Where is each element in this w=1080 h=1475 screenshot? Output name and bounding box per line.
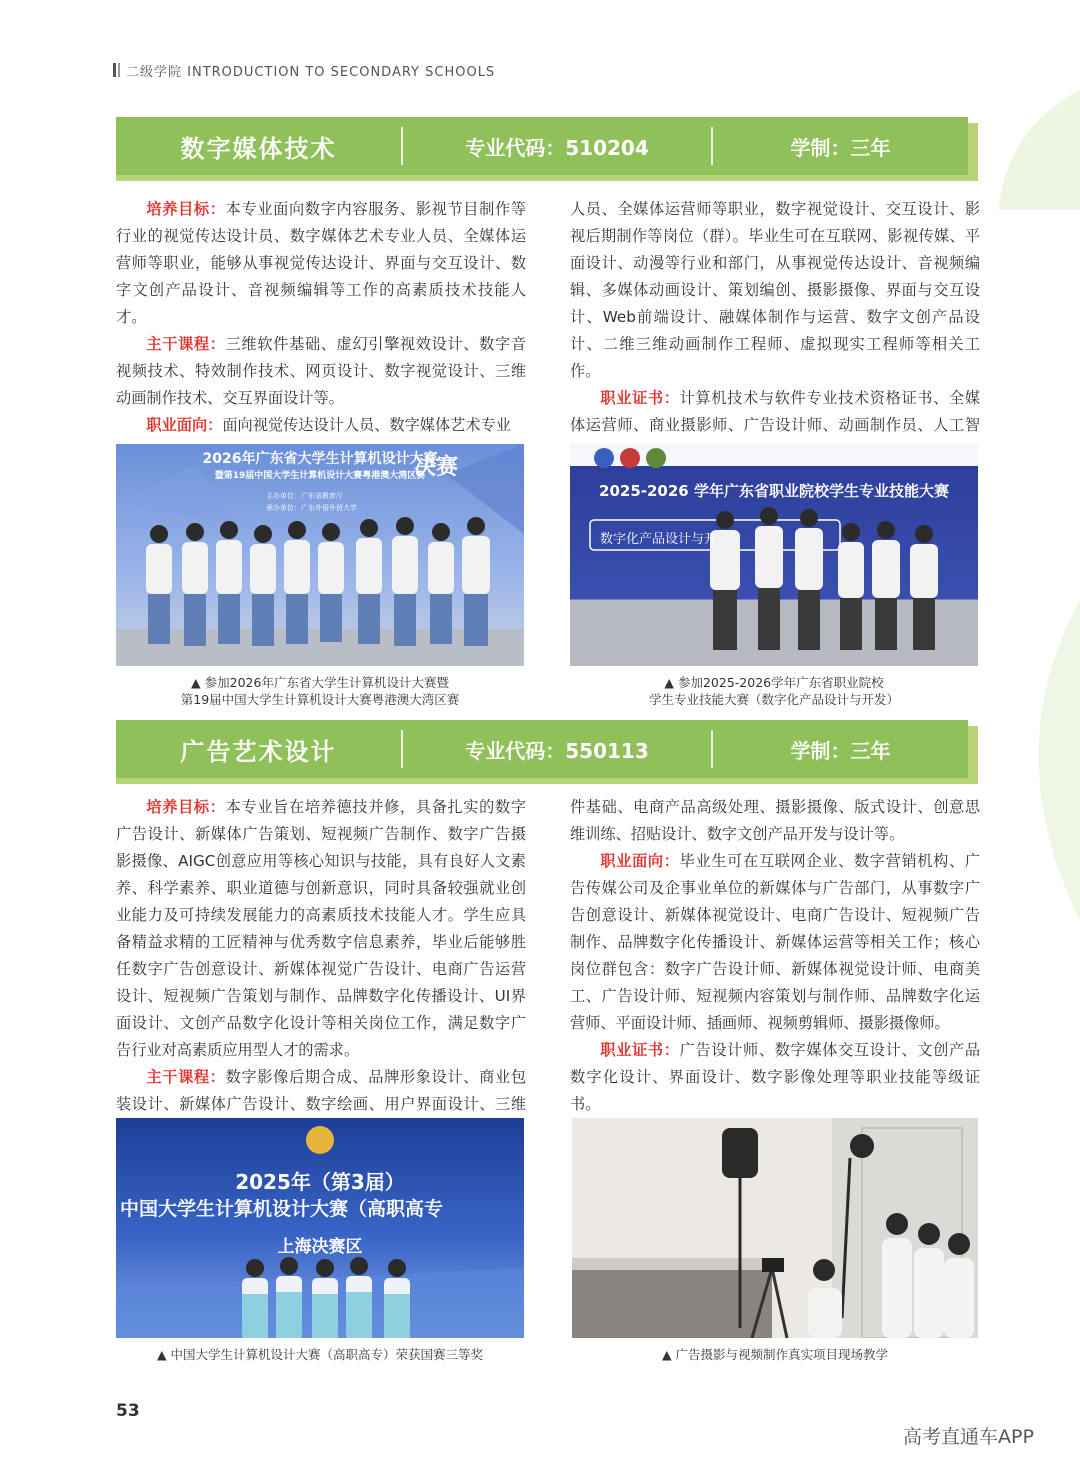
major1-right-column <box>570 196 980 466</box>
major-name: 数字媒体技术 <box>180 134 337 163</box>
photo-caption-3: ▲ 中国大学生计算机设计大赛（高职高专）荣获国赛三等奖 <box>156 1347 484 1362</box>
cert-paragraph <box>570 1037 980 1118</box>
goal-paragraph <box>116 196 526 331</box>
photo-caption-2: ▲ 参加2025-2026学年广东省职业院校 学生专业技能大赛（数字化产品设计与开发） <box>648 675 899 707</box>
course-paragraph <box>116 331 526 412</box>
goal-label: 培养目标： <box>146 200 226 218</box>
goal-paragraph <box>116 794 526 1064</box>
photo-banner-subtitle: 暨第19届中国大学生计算机设计大赛粤港澳大湾区赛 <box>214 471 426 481</box>
course-text: 三维软件基础、虚幻引擎视效设计、数字音视频技术、特效制作技术、网页设计、数字视觉设计、三维动画制作技术、交互界面设计等。 <box>116 335 527 407</box>
major-duration: 学制：三年 <box>790 135 891 160</box>
major2-right-column <box>570 794 980 1118</box>
photo-banner-subtitle: 数字化产品设计与开 <box>600 532 718 547</box>
photo-banner-subtitle: 中国大学生计算机设计大赛（高职高专 <box>120 1198 444 1220</box>
course-text: 数字影像后期合成、品牌形象设计、商业包装设计、新媒体广告设计、数字绘画、用户界面设计、三维 <box>116 1068 527 1113</box>
career-label: 职业面向： <box>600 852 680 870</box>
major-banner-digital-media <box>116 117 978 181</box>
career-continued: 人员、全媒体运营师等职业，数字视觉设计、交互设计、影视后期制作等岗位（群）。毕业生可在互联网、影视传媒、平面设计、动漫等行业和部门，从事视觉传达设计、音视频编辑、多媒体动画设计、策划编创、摄影摄像、界面与交互设计、Web前端设计、融媒体制作与运营、数字文创产品设计、二维三维动画制作工程师、虚拟现实工程师等相关工作。 <box>570 200 980 380</box>
major-banner-advertising-design <box>116 720 978 784</box>
header-title: 二级学院 INTRODUCTION TO SECONDARY SCHOOLS <box>126 64 496 80</box>
watermark: 高考直通车APP <box>903 1426 1034 1448</box>
page-number: 53 <box>116 1401 140 1421</box>
photo-banner-organizer: 主办单位：广东省教育厅 <box>266 492 343 500</box>
photo-caption-1: ▲ 参加2026年广东省大学生计算机设计大赛暨 第19届中国大学生计算机设计大赛粤港澳大湾区赛 <box>180 675 460 707</box>
goal-text: 本专业面向数字内容服务、影视节目制作等行业的视觉传达设计员、数字媒体艺术专业人员、全媒体运营师等职业，能够从事视觉传达设计、界面与交互设计、数字文创产品设计、音视频编辑等工作的高素质技术技能人才。 <box>116 200 527 326</box>
photo-banner-title: 2025-2026 学年广东省职业院校学生专业技能大赛 <box>599 482 949 500</box>
section-header <box>113 61 495 79</box>
major-name: 广告艺术设计 <box>180 737 337 766</box>
competition-photo-2 <box>570 444 978 666</box>
major2-left-column <box>116 794 526 1145</box>
course-label: 主干课程： <box>146 335 226 353</box>
teaching-photo-4 <box>572 1118 978 1338</box>
career-text: 毕业生可在互联网企业、数字营销机构、广告传媒公司及企事业单位的新媒体与广告部门，从事数字广告创意设计、新媒体视觉设计、电商广告设计、短视频广告制作、品牌数字化传播设计、新媒体运营等相关工作；核心岗位群包含：数字广告设计师、新媒体视觉设计师、电商美工、广告设计师、短视频内容策划与制作师、品牌数字化运营师、平面设计师、插画师、视频剪辑师、摄影摄像师。 <box>570 852 981 1032</box>
cert-label: 职业证书： <box>600 1041 680 1059</box>
course-label: 主干课程： <box>146 1068 226 1086</box>
goal-label: 培养目标： <box>146 798 226 816</box>
major-code: 专业代码：510204 <box>401 127 713 165</box>
competition-photo-3 <box>116 1118 524 1338</box>
photo-banner-host: 承办单位：广东外语外贸大学 <box>266 504 357 512</box>
header-bar-icon <box>113 63 120 77</box>
career-paragraph <box>570 848 980 1037</box>
cert-text: 广告设计师、数字媒体交互设计、文创产品数字化设计、界面设计、数字影像处理等职业技能等级证书。 <box>570 1041 981 1113</box>
career-paragraph <box>116 412 526 439</box>
photo-banner-title: 2025年（第3届） <box>235 1170 405 1194</box>
photo-banner-badge: 决赛 <box>414 455 459 480</box>
photo-banner-title: 2026年广东省大学生计算机设计大赛 <box>202 451 438 467</box>
career-label: 职业面向： <box>146 416 223 434</box>
major1-left-column <box>116 196 526 439</box>
competition-photo-1 <box>116 444 524 666</box>
course-continued: 件基础、电商产品高级处理、摄影摄像、版式设计、创意思维训练、招贴设计、数字文创产品开发与设计等。 <box>570 798 980 843</box>
major-code: 专业代码：550113 <box>401 730 713 768</box>
career-text: 面向视觉传达设计人员、数字媒体艺术专业 <box>222 416 511 434</box>
goal-text: 本专业旨在培养德技并修，具备扎实的数字广告设计、新媒体广告策划、短视频广告制作、数字广告摄影摄像、AIGC创意应用等核心知识与技能，具有良好人文素养、科学素养、职业道德与创新意识，同时具备较强就业创业能力及可持续发展能力的高素质技术技能人才。学生应具备精益求精的工匠精神与优秀数字信息素养，毕业后能够胜任数字广告创意设计、新媒体视觉广告设计、电商广告运营设计、短视频广告策划与制作、品牌数字化传播设计、UI界面设计、文创产品数字化设计等相关岗位工作，满足数字广告行业对高素质应用型人才的需求。 <box>116 798 527 1059</box>
photo-caption-4: ▲ 广告摄影与视频制作真实项目现场教学 <box>661 1347 889 1362</box>
leaf-decoration-right <box>990 600 1080 920</box>
major-duration: 学制：三年 <box>790 738 891 763</box>
cert-text: 计算机技术与软件专业技术资格证书、全媒体运营师、商业摄影师、广告设计师、动画制作员、人工智 <box>570 389 981 434</box>
photo-banner-region: 上海决赛区 <box>277 1237 363 1257</box>
cert-label: 职业证书： <box>600 389 680 407</box>
